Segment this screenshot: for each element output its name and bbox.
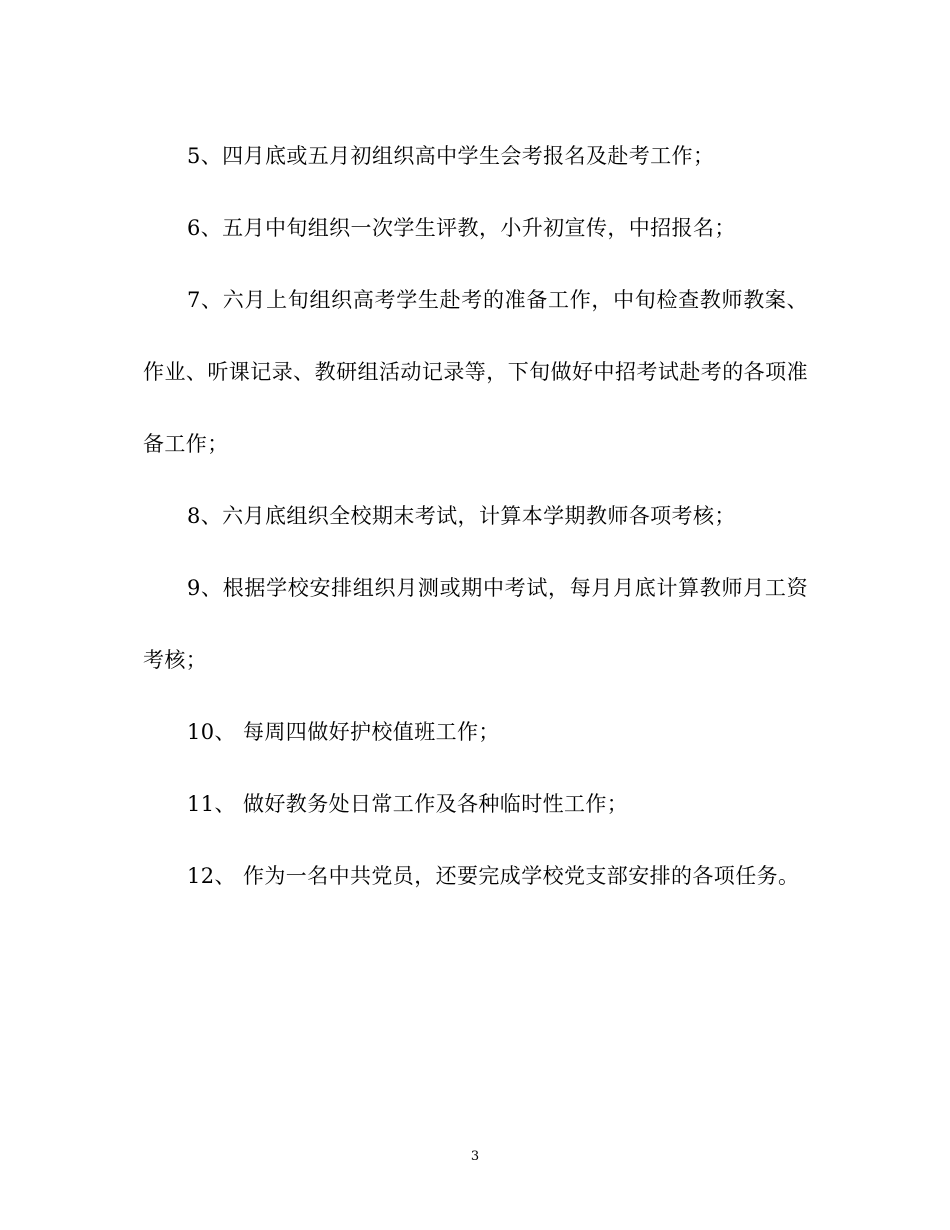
page-number: 3 (470, 1149, 480, 1164)
paragraph-item-8: 8、六月底组织全校期末考试，计算本学期教师各项考核； (187, 504, 736, 528)
paragraph-item-7: 7、六月上旬组织高考学生赴考的准备工作，中旬检查教师教案、作业、听课记录、教研组活动记录等，下旬做好中招考试赴考的各项准备工作； (143, 288, 808, 456)
paragraph-item-6: 6、五月中旬组织一次学生评教，小升初宣传，中招报名； (187, 216, 736, 240)
paragraph-item-5: 5、四月底或五月初组织高中学生会考报名及赴考工作； (187, 144, 715, 168)
paragraph-item-12: 12、 作为一名中共党员，还要完成学校党支部安排的各项任务。 (187, 864, 800, 888)
paragraph-item-10: 10、 每周四做好护校值班工作； (187, 720, 500, 744)
paragraph-item-11: 11、 做好教务处日常工作及各种临时性工作； (187, 792, 629, 816)
paragraph-item-9: 9、根据学校安排组织月测或期中考试，每月月底计算教师月工资考核； (143, 576, 808, 672)
